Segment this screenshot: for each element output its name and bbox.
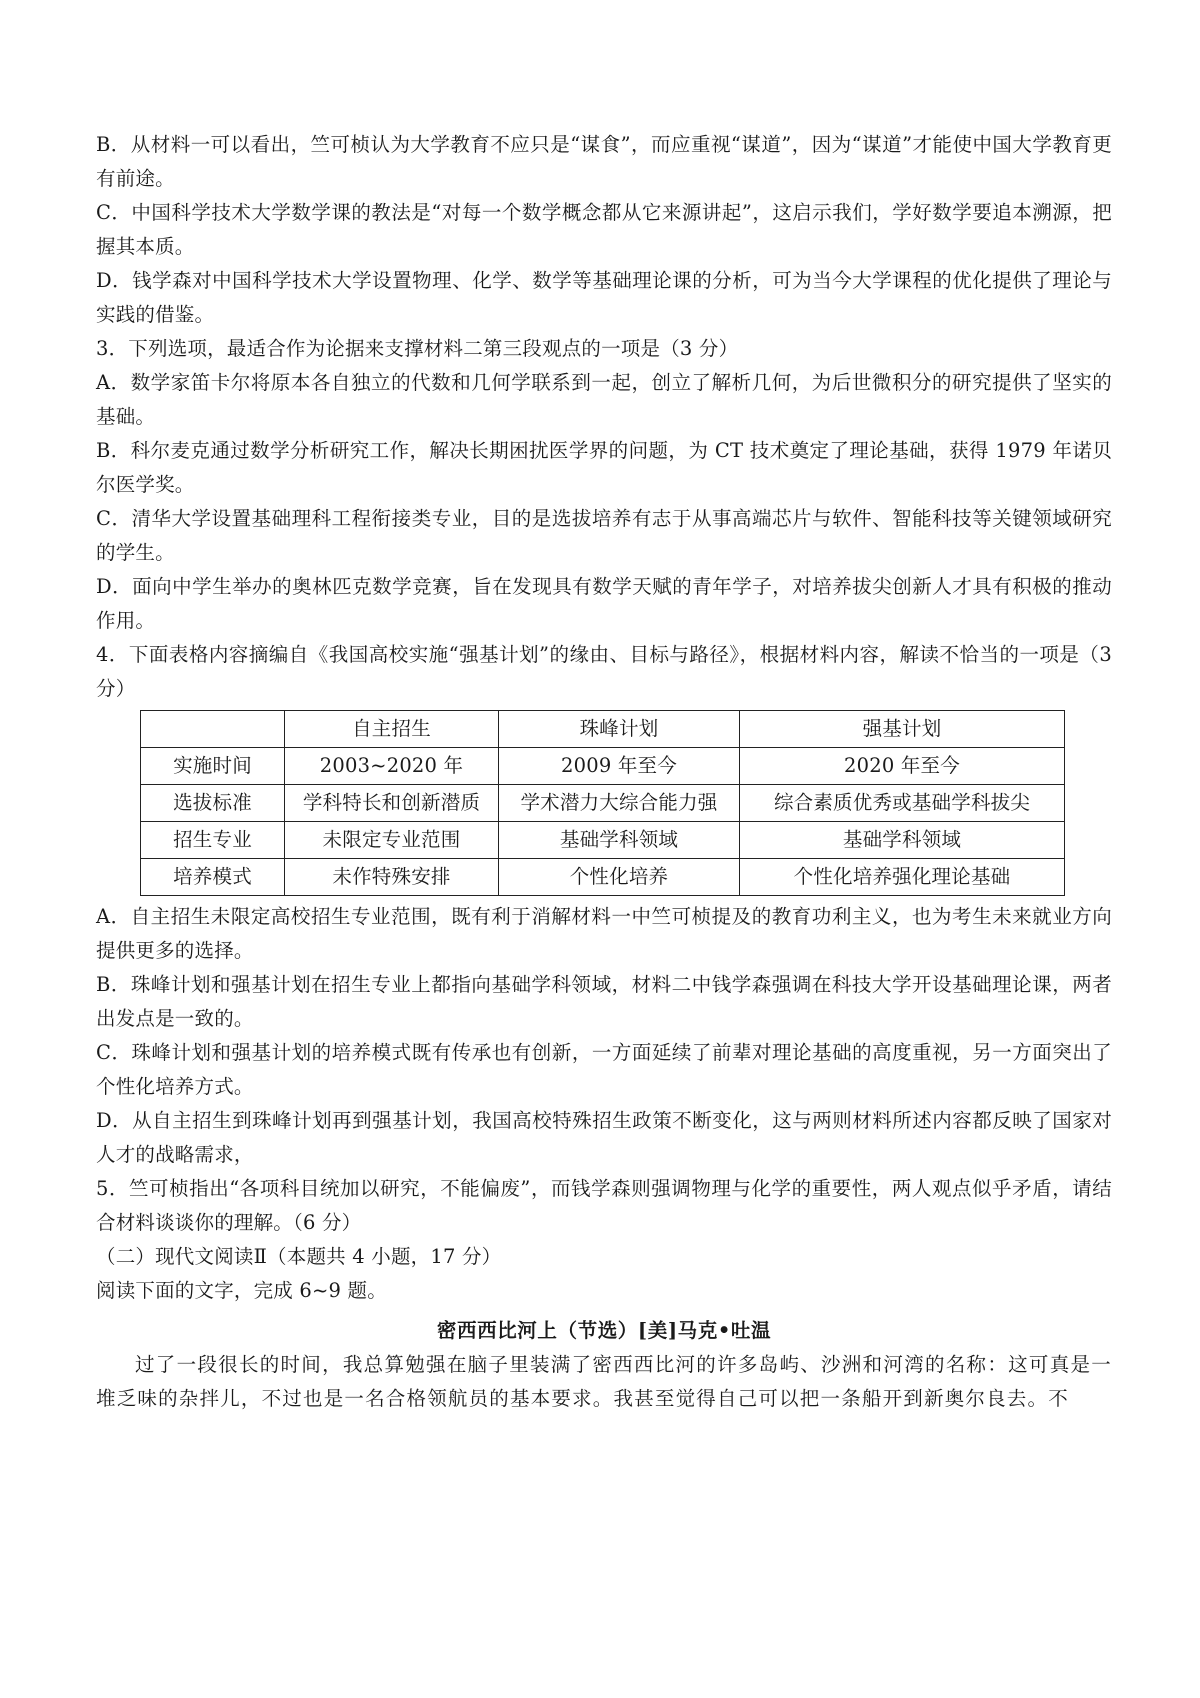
q3-option-d: D．面向中学生举办的奥林匹克数学竞赛，旨在发现具有数学天赋的青年学子，对培养拔尖创新人才具有积极的推动作用。 (96, 575, 1112, 632)
section-heading: （二）现代文阅读Ⅱ（本题共 4 小题，17 分） (96, 1245, 502, 1268)
q2-option-d: D．钱学森对中国科学技术大学设置物理、化学、数学等基础理论课的分析，可为当今大学课程的优化提供了理论与实践的借鉴。 (96, 269, 1112, 326)
q3-option-c: C．清华大学设置基础理科工程衔接类专业，目的是选拔培养有志于从事高端芯片与软件、智能科技等关键领域研究的学生。 (96, 507, 1112, 564)
table-cell: 个性化培养 (499, 859, 740, 896)
q3-option-a: A．数学家笛卡尔将原本各自独立的代数和几何学联系到一起，创立了解析几何，为后世微积分的研究提供了坚实的基础。 (96, 371, 1112, 428)
table-cell: 2003~2020 年 (285, 748, 499, 785)
passage-paragraph: 过了一段很长的时间，我总算勉强在脑子里装满了密西西比河的许多岛屿、沙洲和河湾的名称：这可真是一堆乏味的杂拌儿，不过也是一名合格领航员的基本要求。我甚至觉得自己可以把一条船开到新奥尔良去。不 (96, 1353, 1112, 1410)
passage-title: 密西西比河上（节选）[美]马克•吐温 (436, 1319, 772, 1342)
table-header-cell: 珠峰计划 (499, 711, 740, 748)
q2-option-b: B．从材料一可以看出，竺可桢认为大学教育不应只是“谋食”，而应重视“谋道”，因为“谋道”才能使中国大学教育更有前途。 (96, 133, 1112, 190)
table-cell: 未限定专业范围 (285, 822, 499, 859)
q4-option-d: D．从自主招生到珠峰计划再到强基计划，我国高校特殊招生政策不断变化，这与两则材料所述内容都反映了国家对人才的战略需求， (96, 1109, 1112, 1166)
table-cell: 基础学科领域 (499, 822, 740, 859)
table-cell: 未作特殊安排 (285, 859, 499, 896)
table-header-cell (141, 711, 285, 748)
table-cell: 培养模式 (141, 859, 285, 896)
table-cell: 招生专业 (141, 822, 285, 859)
q4-option-c: C．珠峰计划和强基计划的培养模式既有传承也有创新，一方面延续了前辈对理论基础的高度重视，另一方面突出了个性化培养方式。 (96, 1041, 1112, 1098)
q4-stem: 4．下面表格内容摘编自《我国高校实施“强基计划”的缘由、目标与路径》，根据材料内容，解读不恰当的一项是（3 分） (96, 643, 1112, 700)
q3-option-b: B．科尔麦克通过数学分析研究工作，解决长期困扰医学界的问题，为 CT 技术奠定了理论基础，获得 1979 年诺贝尔医学奖。 (96, 439, 1112, 496)
q2-option-c: C．中国科学技术大学数学课的教法是“对每一个数学概念都从它来源讲起”，这启示我们，学好数学要追本溯源，把握其本质。 (96, 201, 1112, 258)
table-header-row (141, 711, 1065, 748)
q4-option-b: B．珠峰计划和强基计划在招生专业上都指向基础学科领域，材料二中钱学森强调在科技大学开设基础理论课，两者出发点是一致的。 (96, 973, 1112, 1030)
table-cell: 学科特长和创新潜质 (285, 785, 499, 822)
table-header-cell: 强基计划 (740, 711, 1065, 748)
table-cell: 综合素质优秀或基础学科拔尖 (740, 785, 1065, 822)
table-cell: 学术潜力大综合能力强 (499, 785, 740, 822)
table-row (141, 785, 1065, 822)
table-cell: 选拔标准 (141, 785, 285, 822)
q4-option-a: A．自主招生未限定高校招生专业范围，既有利于消解材料一中竺可桢提及的教育功利主义，也为考生未来就业方向提供更多的选择。 (96, 905, 1112, 962)
table-cell: 个性化培养强化理论基础 (740, 859, 1065, 896)
q3-stem: 3．下列选项，最适合作为论据来支撑材料二第三段观点的一项是（3 分） (96, 337, 739, 360)
table-cell: 2020 年至今 (740, 748, 1065, 785)
table-row (141, 748, 1065, 785)
table-row (141, 822, 1065, 859)
admission-comparison-table (140, 710, 1065, 896)
reading-instruction: 阅读下面的文字，完成 6~9 题。 (96, 1279, 387, 1302)
table-header-cell: 自主招生 (285, 711, 499, 748)
q5-stem: 5．竺可桢指出“各项科目统加以研究，不能偏废”，而钱学森则强调物理与化学的重要性，两人观点似乎矛盾，请结合材料谈谈你的理解。（6 分） (96, 1177, 1112, 1234)
table-cell: 实施时间 (141, 748, 285, 785)
table-row (141, 859, 1065, 896)
table-cell: 2009 年至今 (499, 748, 740, 785)
table-cell: 基础学科领域 (740, 822, 1065, 859)
